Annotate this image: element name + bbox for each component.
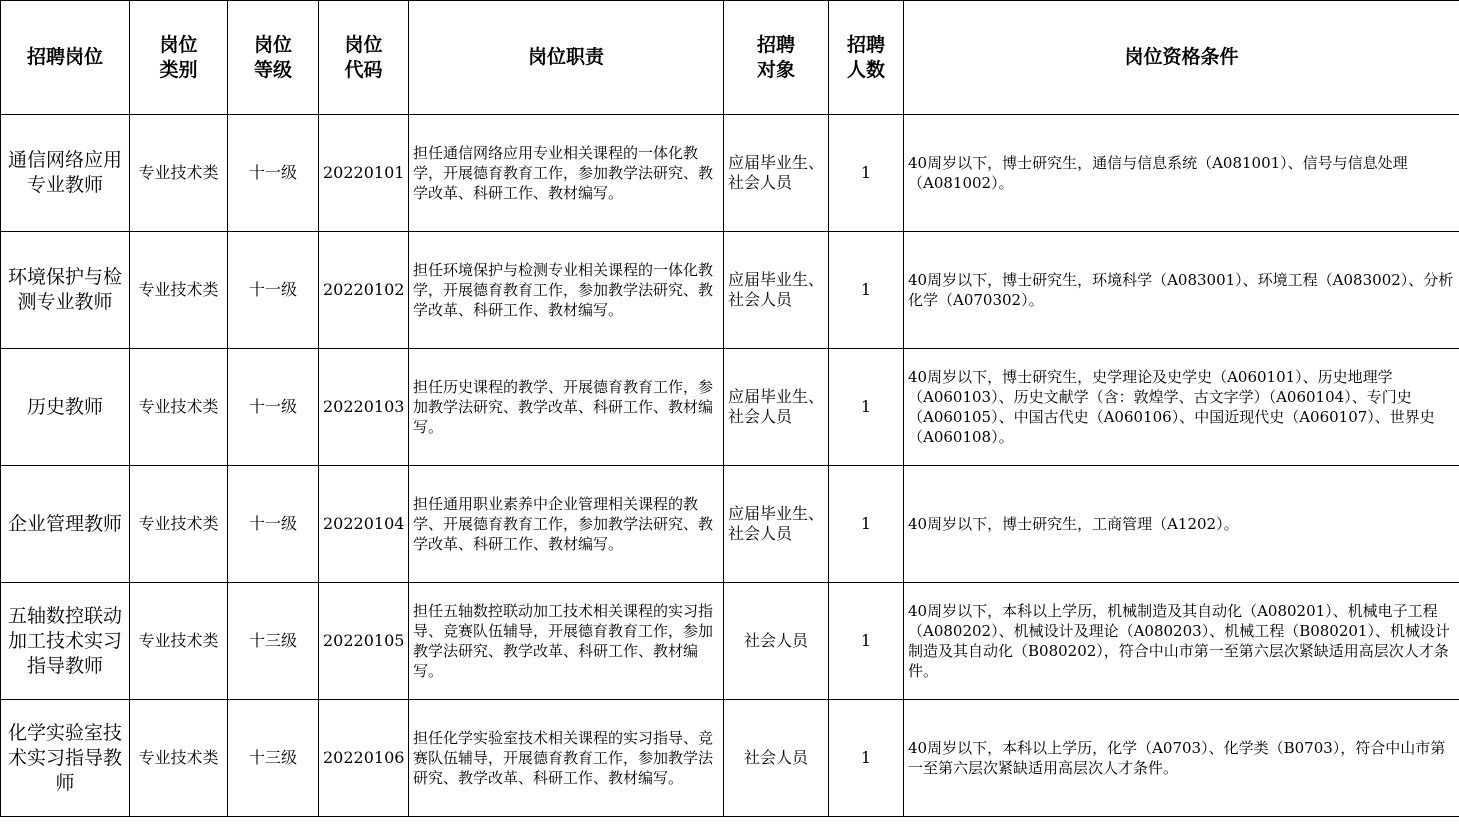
cell-target: 社会人员 — [724, 700, 829, 817]
cell-target: 应届毕业生、社会人员 — [724, 115, 829, 232]
cell-code: 20220101 — [319, 115, 409, 232]
table-row — [1, 583, 1459, 700]
header-level: 岗位 等级 — [228, 1, 319, 115]
cell-target: 应届毕业生、社会人员 — [724, 232, 829, 349]
cell-position: 化学实验室技术实习指导教师 — [1, 700, 130, 817]
cell-level: 十三级 — [228, 700, 319, 817]
cell-qualification: 40周岁以下，本科以上学历，机械制造及其自动化（A080201）、机械电子工程（A080202）、机械设计及理论（A080203）、机械工程（B080201）、机械设计制造及其自动化（B080202），符合中山市第一至第六层次紧缺适用高层次人才条件。 — [904, 583, 1459, 700]
table-row — [1, 232, 1459, 349]
table-header-row — [1, 1, 1459, 115]
cell-target: 社会人员 — [724, 583, 829, 700]
cell-target: 应届毕业生、社会人员 — [724, 349, 829, 466]
cell-duty: 担任化学实验室技术相关课程的实习指导、竞赛队伍辅导，开展德育教育工作，参加教学法研究、教学改革、科研工作、教材编写。 — [409, 700, 724, 817]
cell-code: 20220104 — [319, 466, 409, 583]
cell-code: 20220103 — [319, 349, 409, 466]
cell-level: 十三级 — [228, 583, 319, 700]
cell-level: 十一级 — [228, 466, 319, 583]
cell-qualification: 40周岁以下，博士研究生，工商管理（A1202）。 — [904, 466, 1459, 583]
cell-level: 十一级 — [228, 232, 319, 349]
cell-level: 十一级 — [228, 349, 319, 466]
header-code: 岗位 代码 — [319, 1, 409, 115]
cell-duty: 担任环境保护与检测专业相关课程的一体化教学，开展德育教育工作，参加教学法研究、教学改革、科研工作、教材编写。 — [409, 232, 724, 349]
cell-count: 1 — [829, 700, 904, 817]
cell-qualification: 40周岁以下，本科以上学历，化学（A0703）、化学类（B0703），符合中山市第一至第六层次紧缺适用高层次人才条件。 — [904, 700, 1459, 817]
header-qualification: 岗位资格条件 — [904, 1, 1459, 115]
cell-count: 1 — [829, 115, 904, 232]
table-row — [1, 700, 1459, 817]
header-target: 招聘 对象 — [724, 1, 829, 115]
cell-code: 20220106 — [319, 700, 409, 817]
cell-duty: 担任历史课程的教学、开展德育教育工作，参加教学法研究、教学改革、科研工作、教材编写。 — [409, 349, 724, 466]
cell-category: 专业技术类 — [130, 583, 228, 700]
cell-code: 20220102 — [319, 232, 409, 349]
header-count: 招聘 人数 — [829, 1, 904, 115]
header-duty: 岗位职责 — [409, 1, 724, 115]
table-row — [1, 115, 1459, 232]
cell-position: 五轴数控联动加工技术实习指导教师 — [1, 583, 130, 700]
cell-category: 专业技术类 — [130, 115, 228, 232]
cell-code: 20220105 — [319, 583, 409, 700]
cell-duty: 担任通用职业素养中企业管理相关课程的教学、开展德育教育工作，参加教学法研究、教学改革、科研工作、教材编写。 — [409, 466, 724, 583]
cell-level: 十一级 — [228, 115, 319, 232]
cell-count: 1 — [829, 349, 904, 466]
cell-duty: 担任五轴数控联动加工技术相关课程的实习指导、竞赛队伍辅导，开展德育教育工作，参加教学法研究、教学改革、科研工作、教材编写。 — [409, 583, 724, 700]
cell-category: 专业技术类 — [130, 232, 228, 349]
cell-qualification: 40周岁以下，博士研究生，通信与信息系统（A081001）、信号与信息处理（A081002）。 — [904, 115, 1459, 232]
cell-category: 专业技术类 — [130, 700, 228, 817]
cell-position: 通信网络应用专业教师 — [1, 115, 130, 232]
table-row — [1, 466, 1459, 583]
cell-position: 历史教师 — [1, 349, 130, 466]
header-position: 招聘岗位 — [1, 1, 130, 115]
cell-category: 专业技术类 — [130, 349, 228, 466]
cell-target: 应届毕业生、社会人员 — [724, 466, 829, 583]
cell-count: 1 — [829, 583, 904, 700]
cell-position: 企业管理教师 — [1, 466, 130, 583]
cell-qualification: 40周岁以下，博士研究生，环境科学（A083001）、环境工程（A083002）、分析化学（A070302）。 — [904, 232, 1459, 349]
cell-count: 1 — [829, 232, 904, 349]
header-category: 岗位 类别 — [130, 1, 228, 115]
cell-count: 1 — [829, 466, 904, 583]
cell-qualification: 40周岁以下，博士研究生，史学理论及史学史（A060101）、历史地理学（A060103）、历史文献学（含：敦煌学、古文字学）（A060104）、专门史（A060105）、中国古代史（A060106）、中国近现代史（A060107）、世界史（A060108）。 — [904, 349, 1459, 466]
cell-duty: 担任通信网络应用专业相关课程的一体化教学，开展德育教育工作，参加教学法研究、教学改革、科研工作、教材编写。 — [409, 115, 724, 232]
cell-position: 环境保护与检测专业教师 — [1, 232, 130, 349]
cell-category: 专业技术类 — [130, 466, 228, 583]
table-row — [1, 349, 1459, 466]
